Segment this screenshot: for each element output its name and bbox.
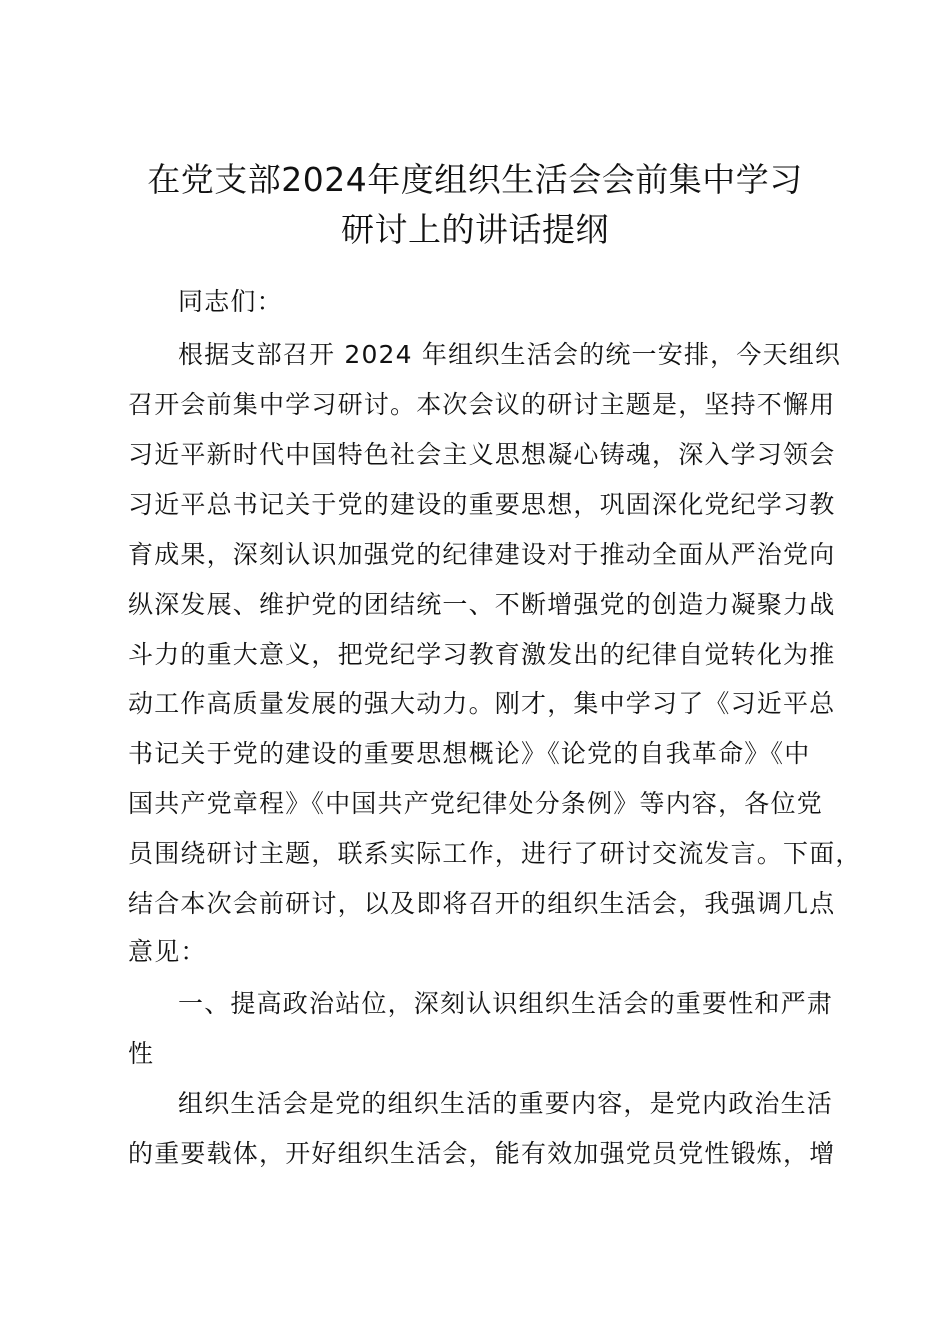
body-line: 纵深发展、维护党的团结统一、不断增强党的创造力凝聚力战: [128, 590, 836, 619]
body-line: 结合本次会前研讨，以及即将召开的组织生活会，我强调几点: [128, 889, 836, 918]
body-line: 斗力的重大意义，把党纪学习教育激发出的纪律自觉转化为推: [128, 640, 836, 669]
body-line: 书记关于党的建设的重要思想概论》《论党的自我革命》《中: [128, 739, 811, 768]
body-line: 习近平新时代中国特色社会主义思想凝心铸魂，深入学习领会: [128, 440, 836, 469]
body-line: 召开会前集中学习研讨。本次会议的研讨主题是，坚持不懈用: [128, 390, 836, 419]
body-line: 育成果，深刻认识加强党的纪律建设对于推动全面从严治党向: [128, 540, 836, 569]
section-heading-1-continued: 性: [128, 1039, 155, 1068]
body-line: 的重要载体，开好组织生活会，能有效加强党员党性锻炼，增: [128, 1139, 836, 1168]
body-line: 意见：: [128, 937, 207, 966]
body-line: 根据支部召开 2024 年组织生活会的统一安排，今天组织: [178, 340, 842, 369]
document-title-line-1: 在党支部2024年度组织生活会会前集中学习: [147, 160, 803, 199]
body-line: 员围绕研讨主题，联系实际工作，进行了研讨交流发言。下面，: [128, 839, 862, 868]
document-title-line-2: 研讨上的讲话提纲: [341, 210, 609, 249]
section-heading-1: 一、提高政治站位，深刻认识组织生活会的重要性和严肃: [178, 989, 834, 1018]
body-line: 国共产党章程》《中国共产党纪律处分条例》等内容，各位党: [128, 789, 823, 818]
body-line: 组织生活会是党的组织生活的重要内容，是党内政治生活: [178, 1089, 834, 1118]
body-line: 动工作高质量发展的强大动力。刚才，集中学习了《习近平总: [128, 689, 836, 718]
salutation: 同志们：: [178, 287, 283, 316]
body-line: 习近平总书记关于党的建设的重要思想，巩固深化党纪学习教: [128, 490, 836, 519]
